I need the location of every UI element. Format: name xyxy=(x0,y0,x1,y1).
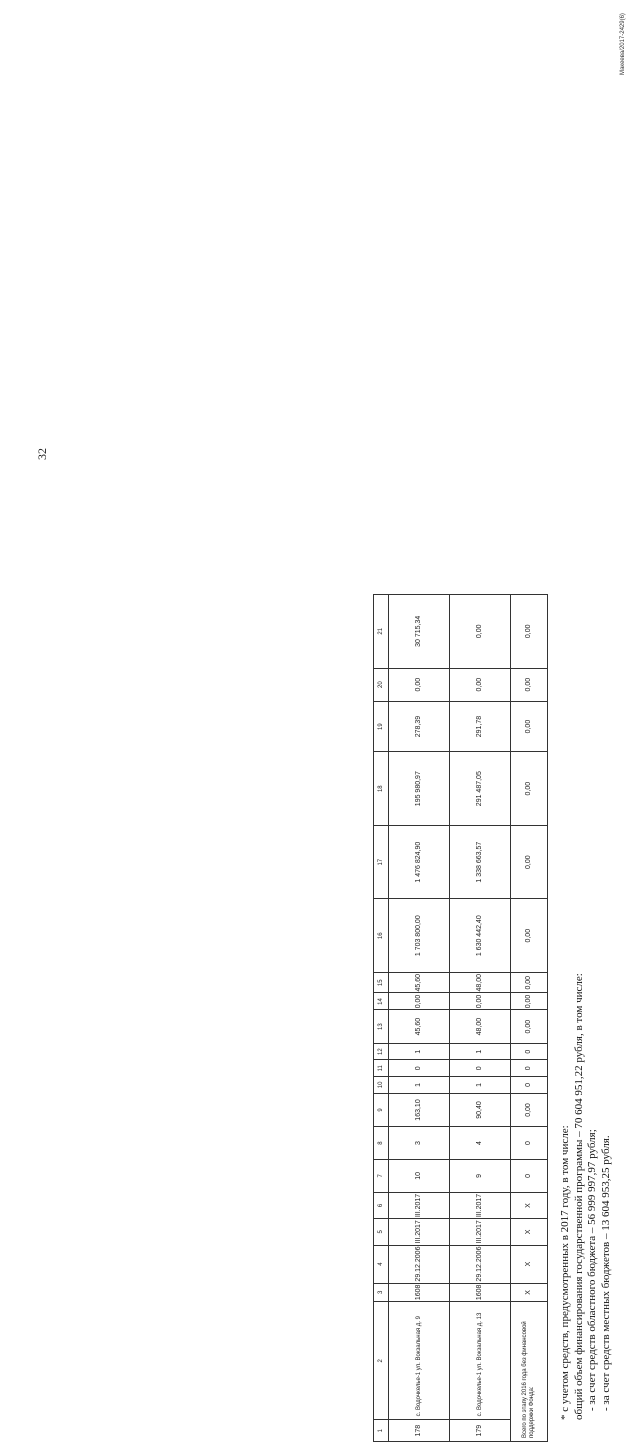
table-row xyxy=(450,595,511,1442)
rotated-content xyxy=(373,594,640,1442)
table-cell: 1 476 824,90 xyxy=(389,825,450,899)
col-number: 11 xyxy=(374,1060,389,1077)
table-cell: 1 xyxy=(450,1077,511,1094)
col-number: 7 xyxy=(374,1159,389,1192)
table-cell: 45,60 xyxy=(389,972,450,993)
data-table xyxy=(373,594,548,1442)
table-cell: 1 338 663,57 xyxy=(450,825,511,899)
table-cell: 29.12.2006 xyxy=(450,1245,511,1283)
col-number: 19 xyxy=(374,701,389,752)
table-cell: 0,00 xyxy=(511,993,548,1010)
table-cell: 0,00 xyxy=(511,825,548,899)
table-cell: 0,00 xyxy=(389,668,450,701)
table-cell: 0,00 xyxy=(511,972,548,993)
table-cell: 0,00 xyxy=(511,1010,548,1043)
table-cell: 29.12.2006 xyxy=(389,1245,450,1283)
table-cell: III.2017 xyxy=(389,1219,450,1245)
col-number: 9 xyxy=(374,1093,389,1127)
table-cell: 163,10 xyxy=(389,1093,450,1127)
footnote-line: - за счет средств областного бюджета – 56 999 997,97 рубля; xyxy=(586,1129,598,1411)
table-cell: X xyxy=(511,1192,548,1218)
col-number: 21 xyxy=(374,595,389,669)
table-cell: 48,00 xyxy=(450,1010,511,1043)
col-number: 5 xyxy=(374,1219,389,1245)
table-cell: 9 xyxy=(450,1159,511,1192)
col-number: 13 xyxy=(374,1010,389,1043)
row-number: 179 xyxy=(450,1420,511,1442)
table-cell: 195 980,97 xyxy=(389,752,450,826)
col-number: 4 xyxy=(374,1245,389,1283)
footnote xyxy=(559,600,613,1420)
col-number: 1 xyxy=(374,1420,389,1442)
col-number: 6 xyxy=(374,1192,389,1218)
table-cell: 1 xyxy=(450,1043,511,1060)
table-cell: 1 630 442,40 xyxy=(450,899,511,973)
table-cell: 1 xyxy=(389,1043,450,1060)
table-cell: 0,00 xyxy=(511,1093,548,1127)
table-cell: 0,00 xyxy=(511,668,548,701)
col-number: 20 xyxy=(374,668,389,701)
table-cell: 0,00 xyxy=(450,668,511,701)
table-cell: 30 715,34 xyxy=(389,595,450,669)
table-cell: 0,00 xyxy=(450,595,511,669)
table-cell: 10 xyxy=(389,1159,450,1192)
table-cell: 4 xyxy=(450,1127,511,1160)
table-cell: 0 xyxy=(511,1127,548,1160)
col-number: 16 xyxy=(374,899,389,973)
table-cell: X xyxy=(511,1283,548,1302)
table-cell: 1 xyxy=(389,1077,450,1094)
col-number: 12 xyxy=(374,1043,389,1060)
table-cell: 0 xyxy=(511,1159,548,1192)
footnote-line: - за счет средств местных бюджетов – 13 604 953,25 рубля. xyxy=(599,1135,612,1411)
table-cell: III.2017 xyxy=(450,1192,511,1218)
document-reference: Макеева/2017-2429(6) xyxy=(620,13,626,75)
col-number: 8 xyxy=(374,1127,389,1160)
table-cell: 0 xyxy=(389,1060,450,1077)
column-number-row xyxy=(374,595,389,1442)
table-cell: 0 xyxy=(511,1043,548,1060)
table-cell: 1608 xyxy=(450,1283,511,1302)
table-cell: 0 xyxy=(511,1060,548,1077)
total-label: Всего по этапу 2016 года без финансовой поддержки Фонда: xyxy=(511,1302,548,1442)
table-cell: 0,00 xyxy=(450,993,511,1010)
table-cell: 291,78 xyxy=(450,701,511,752)
table-cell: 1608 xyxy=(389,1283,450,1302)
col-number: 14 xyxy=(374,993,389,1010)
table-cell: 0,00 xyxy=(511,701,548,752)
table-cell: 0 xyxy=(511,1077,548,1094)
table-cell: 0,00 xyxy=(511,752,548,826)
table-cell: X xyxy=(511,1219,548,1245)
table-cell: 0,00 xyxy=(511,595,548,669)
table-cell: X xyxy=(511,1245,548,1283)
table-cell: 1 703 800,00 xyxy=(389,899,450,973)
table-cell: 278,39 xyxy=(389,701,450,752)
table-cell: 45,60 xyxy=(389,1010,450,1043)
table-cell: 291 487,05 xyxy=(450,752,511,826)
total-row xyxy=(511,595,548,1442)
table-cell: III.2017 xyxy=(450,1219,511,1245)
row-number: 178 xyxy=(389,1420,450,1442)
col-number: 15 xyxy=(374,972,389,993)
footnote-line: * с учетом средств, предусмотренных в 2017 году, в том числе: xyxy=(559,1125,571,1420)
col-number: 3 xyxy=(374,1283,389,1302)
address-cell: с. Водочкелье-1 ул. Вокзальная д. 9 xyxy=(389,1302,450,1420)
table-cell: 48,00 xyxy=(450,972,511,993)
col-number: 17 xyxy=(374,825,389,899)
col-number: 2 xyxy=(374,1302,389,1420)
footnote-line: общий объем финансирования государственной программы – 70 604 951,22 рубля, в том числе: xyxy=(572,973,585,1420)
table-row xyxy=(389,595,450,1442)
table-cell: 90,40 xyxy=(450,1093,511,1127)
col-number: 18 xyxy=(374,752,389,826)
address-cell: с. Водочкелье-1 ул. Вокзальная д. 13 xyxy=(450,1302,511,1420)
table-cell: 3 xyxy=(389,1127,450,1160)
table-cell: 0 xyxy=(450,1060,511,1077)
col-number: 10 xyxy=(374,1077,389,1094)
table-cell: III.2017 xyxy=(389,1192,450,1218)
table-cell: 0,00 xyxy=(511,899,548,973)
table-cell: 0,00 xyxy=(389,993,450,1010)
page-number: 32 xyxy=(35,448,49,460)
